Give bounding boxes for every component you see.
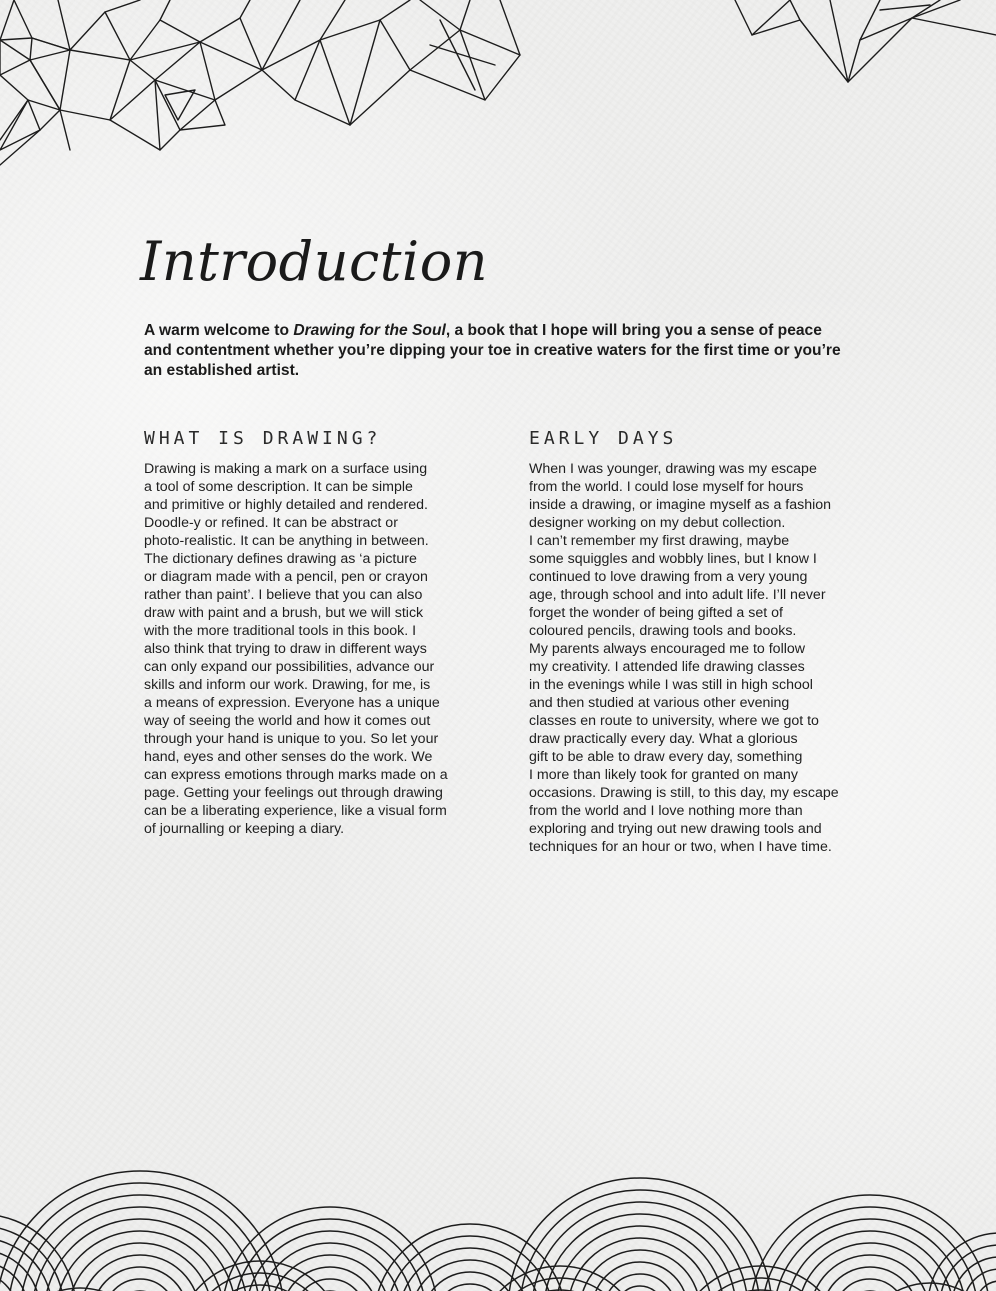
body-line: When I was younger, drawing was my escape [529,461,817,477]
intro-text-before: A warm welcome to [144,322,294,339]
section-body [144,460,474,838]
body-line: photo-realistic. It can be anything in between. [144,533,429,549]
body-line: techniques for an hour or two, when I have time. [529,839,832,855]
body-line: draw with paint and a brush, but we will stick [144,605,424,621]
body-line: coloured pencils, drawing tools and books. [529,623,797,639]
body-line: in the evenings while I was still in high school [529,677,813,693]
arc-group [750,1195,990,1291]
arc-ring [834,1279,906,1291]
geometric-triangle-doodle-icon [0,0,996,190]
body-line: can only expand our possibilities, advance our [144,659,435,675]
section-what-is-drawing [144,428,474,838]
arc-ring [104,1279,176,1291]
body-line: and primitive or highly detailed and rendered. [144,497,428,513]
body-line: from the world. I could lose myself for hours [529,479,804,495]
arc-ring [0,1286,4,1291]
section-heading: WHAT IS DRAWING? [144,428,382,449]
body-line: Doodle-y or refined. It can be abstract or [144,515,398,531]
body-line: and then studied at various other evening [529,695,790,711]
page-title: Introduction [140,230,488,293]
body-line: through your hand is unique to you. So let your [144,731,439,747]
arc-ring [8,1183,272,1291]
arc-ring [188,1273,332,1291]
body-line: from the world and I love nothing more than [529,803,803,819]
body-line: occasions. Drawing is still, to this day, my escape [529,785,839,801]
arc-group [508,1178,772,1291]
body-line: hand, eyes and other senses do the work. We [144,749,433,765]
body-line: My parents always encouraged me to follow [529,641,806,657]
arc-ring [604,1274,676,1291]
body-line: a means of expression. Everyone has a unique [144,695,440,711]
arc-ring [616,1286,664,1291]
body-line: age, through school and into adult life. I’ll never [529,587,826,603]
section-body [529,460,859,856]
body-line: Drawing is making a mark on a surface using [144,461,428,477]
arc-ring [434,1284,506,1291]
section-early-days [529,428,859,856]
concentric-arc-wave-doodle-icon [0,1140,996,1291]
body-line: draw practically every day. What a glorious [529,731,798,747]
body-line: designer working on my debut collection. [529,515,786,531]
intro-text-after: , a book that I hope will bring you a sense of peace and contentment whether you’re dipping your toe in creative waters for the first time or you’re an established artist. [144,322,841,379]
body-line: some squiggles and wobbly lines, but I know I [529,551,817,567]
body-line: a tool of some description. It can be simple [144,479,413,495]
body-line: page. Getting your feelings out through drawing [144,785,443,801]
body-line: inside a drawing, or imagine myself as a fashion [529,497,832,513]
arc-ring [80,1255,200,1291]
body-line: of journalling or keeping a diary. [144,821,345,837]
body-line: can express emotions through marks made on a [144,767,448,783]
body-line: or diagram made with a pencil, pen or crayon [144,569,428,585]
body-line: my creativity. I attended life drawing classes [529,659,805,675]
body-line: I can’t remember my first drawing, maybe [529,533,790,549]
arc-ring [270,1255,390,1291]
body-line: with the more traditional tools in this book. I [144,623,417,639]
body-line: also think that trying to draw in different ways [144,641,427,657]
book-title: Drawing for the Soul [293,322,446,339]
body-line: exploring and trying out new drawing tools and [529,821,822,837]
body-line: The dictionary defines drawing as ‘a picture [144,551,417,567]
body-line: classes en route to university, where we got to [529,713,819,729]
body-line: can be a liberating experience, like a visual form [144,803,447,819]
arc-group [676,1266,844,1291]
arc-ring [568,1238,712,1291]
intro-paragraph [144,321,849,381]
body-line: continued to love drawing from a very young [529,569,808,585]
body-line: forget the wonder of being gifted a set of [529,605,783,621]
arc-ring [580,1250,700,1291]
body-line: way of seeing the world and how it comes out [144,713,431,729]
body-line: rather than paint’. I believe that you can also [144,587,423,603]
section-heading: EARLY DAYS [529,428,678,449]
body-line: skills and inform our work. Drawing, for me, is [144,677,431,693]
body-line: I more than likely took for granted on many [529,767,798,783]
body-line: gift to be able to draw every day, something [529,749,803,765]
